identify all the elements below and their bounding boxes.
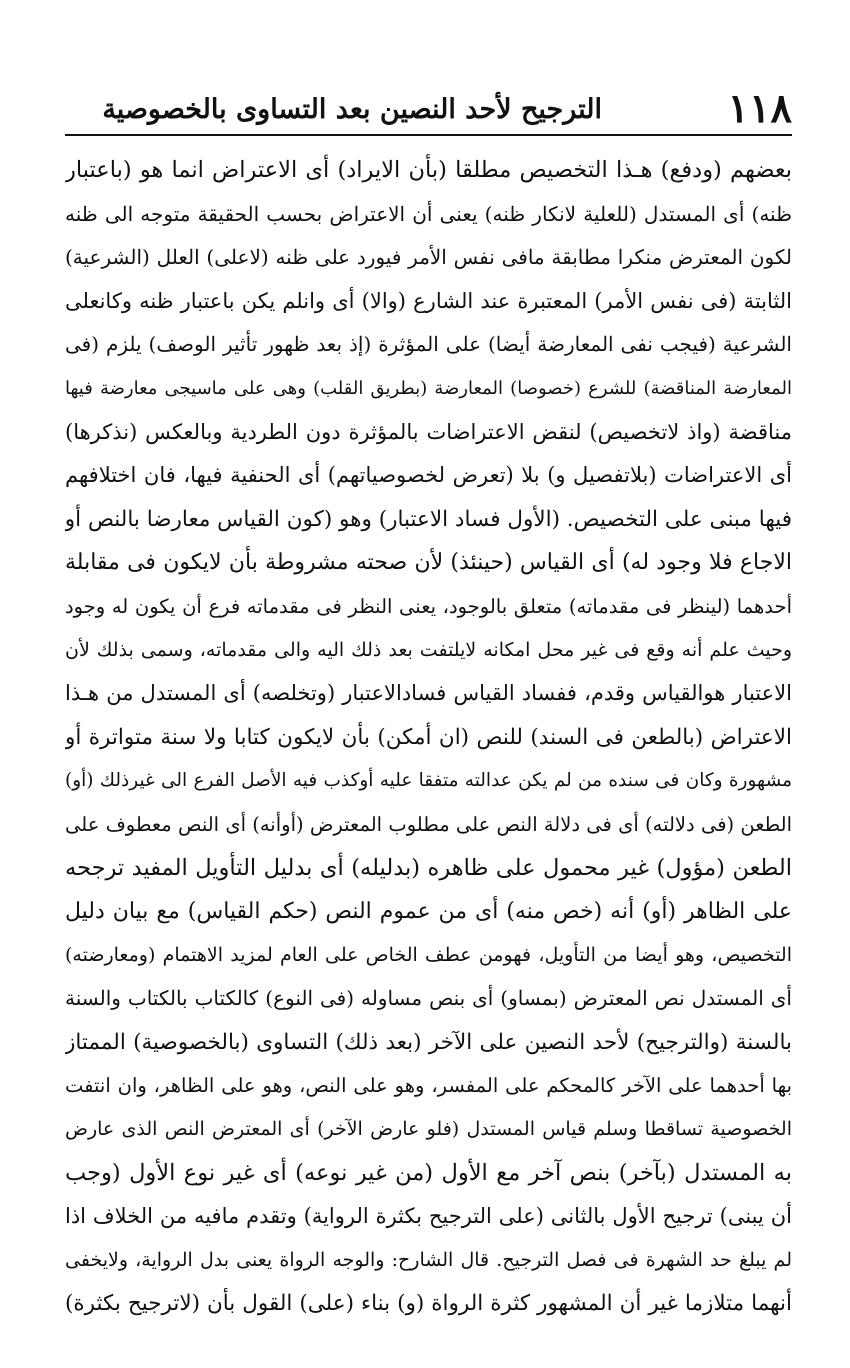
text-line: أحدهما (لينظر فى مقدماته) متعلق بالوجود، يعنى النظر فى مقدماته فرع أن يكون له وجود: [65, 594, 792, 618]
text-line: ظنه) أى المستدل (للعلية لانكار ظنه) يعنى أن الاعتراض بحسب الحقيقة متوجه الى ظنه: [65, 201, 792, 226]
text-line: لم يبلغ حد الشهرة فى فصل الترجيح. قال الشارح: والوجه الرواة يعنى بدل الرواية، ولايخفى: [65, 1248, 792, 1271]
page-header: [65, 86, 792, 136]
text-line: الطعن (فى دلالته) أى فى دلالة النص على مطلوب المعترض (أوأنه) أى النص معطوف على: [65, 812, 792, 836]
text-line: وحيث علم أنه وقع فى غير محل امكانه لايلتفت بعد ذلك اليه والى مقدماته، وسمى بذلك لأن: [65, 638, 792, 661]
text-line: الشرعية (فيجب نفى المعارضة أيضا) على المؤثرة (إذ بعد ظهور تأثير الوصف) يلزم (فى: [65, 332, 792, 357]
text-line: الثابتة (فى نفس الأمر) المعتبرة عند الشارع (والا) أى وانلم يكن باعتبار ظنه وكانعلى: [65, 288, 792, 313]
text-line: أى المستدل نص المعترض (بمساو) أى بنص مساوله (فى النوع) كالكتاب بالكتاب والسنة: [65, 986, 792, 1011]
text-line: المعارضة المناقضة) للشرع (خصوصا) المعارضة (بطريق القلب) وهى على ماسيجى معارضة فيها: [65, 377, 792, 399]
text-line: أن يبنى) ترجيح الأول بالثانى (على الترجيح بكثرة الرواية) وتقدم مافيه من الخلاف اذا: [65, 1204, 792, 1229]
text-line: الاعتبار هوالقياس وقدم، ففساد القياس فسادالاعتبار (وتخلصه) أى المستدل من هـذا: [65, 681, 792, 706]
text-line: الاعتراض (بالطعن فى السند) للنص (ان أمكن) بأن لايكون كتابا ولا سنة متواترة أو: [65, 724, 792, 750]
page-number: ١١٨: [727, 85, 792, 132]
text-line: على الظاهر (أو) أنه (خص منه) أى من عموم النص (حكم القياس) مع بيان دليل: [65, 899, 792, 925]
body-text: [65, 149, 792, 1326]
text-line: أنهما متلازما غير أن المشهور كثرة الرواة (و) بناء (على) القول بأن (لاترجيح بكثرة): [65, 1291, 792, 1317]
text-line: فيها مبنى على التخصيص. (الأول فساد الاعتبار) وهو (كون القياس معارضا بالنص أو: [65, 506, 792, 532]
text-line: الطعن (مؤول) غير محمول على ظاهره (بدليله) أى بدليل التأويل المفيد ترجحه: [65, 854, 792, 881]
running-title: الترجيح لأحد النصين بعد التساوى بالخصوصية: [102, 94, 602, 125]
text-line: بها أحدهما على الآخر كالمحكم على المفسر، وهو على النص، وهو على الظاهر، وان انتفت: [65, 1074, 792, 1098]
text-line: به المستدل (بآخر) بنص آخر مع الأول (من غير نوعه) أى غير نوع الأول (وجب: [65, 1159, 792, 1186]
text-line: الخصوصية تساقطا وسلم قياس المستدل (فلو عارض الآخر) أى المعترض النص الذى عارض: [65, 1118, 792, 1141]
text-line: بالسنة (والترجيح) لأحد النصين على الآخر (بعد ذلك) التساوى (بالخصوصية) الممتاز: [65, 1029, 792, 1055]
text-line: التخصيص، وهو أيضا من التأويل، فهومن عطف الخاص على العام لمزيد الاهتمام (ومعارضته): [65, 943, 792, 966]
text-line: الاجاع فلا وجود له) أى القياس (حينئذ) لأن صحته مشروطة بأن لايكون فى مقابلة: [65, 550, 792, 576]
text-line: بعضهم (ودفع) هـذا التخصيص مطلقا (بأن الايراد) أى الاعتراض انما هو (باعتبار: [65, 157, 792, 183]
text-line: مناقضة (واذ لاتخصيص) لنقض الاعتراضات بالمؤثرة دون الطردية وبالعكس (نذكرها): [65, 419, 792, 444]
text-line: أى الاعتراضات (بلاتفصيل و) بلا (تعرض لخصوصياتهم) أى الحنفية فيها، فان اختلافهم: [65, 463, 792, 488]
text-line: لكون المعترض منكرا مطابقة مافى نفس الأمر فيورد على ظنه (لاعلى) العلل (الشرعية): [65, 245, 792, 270]
text-line: مشهورة وكان فى سنده من لم يكن عدالته متفقا عليه أوكذب فيه الأصل الفرع الى غيرذلك (أو): [65, 770, 792, 792]
